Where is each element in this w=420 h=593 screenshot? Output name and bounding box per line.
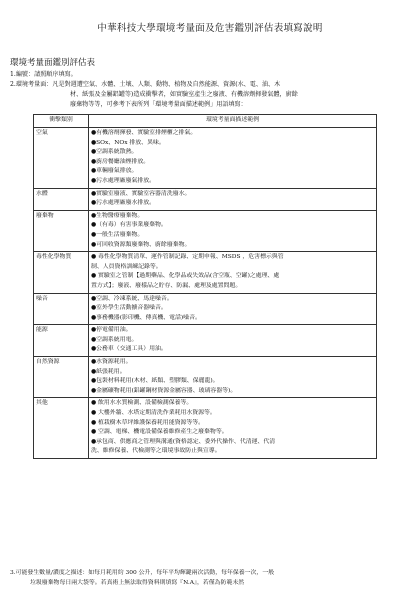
example-item: ●水資源耗用。	[91, 359, 132, 366]
example-item: ● 植栽樹木草坪維護保養耗用能資源等等。	[91, 419, 205, 426]
example-item: ●事務機器(影印機、傳真機、電話)噪音。	[91, 314, 201, 321]
note-3-line-2: 垃圾廢棄物每日兩大袋等。若真術上無法取得資料則填寫『N.A』，若僅為防範未然	[30, 580, 245, 586]
example-item: ●金屬礦物耗用(鋁罐鋼材資源金屬容器、玻璃容器等)。	[91, 387, 237, 394]
example-list	[89, 128, 377, 189]
example-list	[89, 188, 377, 210]
note-2-line-1: 2.環境考量面：凡是對週遭空氣、水體、土壤、人類、動物、植物及自然能源、資源(水、電、油、木	[10, 81, 281, 88]
example-list	[89, 357, 377, 398]
section-title: 環境考量面鑑別評估表	[10, 58, 96, 68]
table-row	[34, 252, 377, 293]
example-item: ●承包商、供應商之管理與溝通(資格認定、委外代操作、代清運、代清	[91, 438, 276, 445]
note-2-line-2: 材、紙張及金屬鋁罐等)造成衝擊者，如實驗室產生之廢液、有機溶劑揮發氣體，廚餘	[70, 91, 298, 98]
header-examples: 環境考量面描述範例	[89, 115, 377, 128]
note-3-line-1: 3.可能發生數量/濃度之描述：如每月耗用約 300 公升，每年平均輝鍵兩次活動，每年保養一次，一般	[10, 570, 275, 576]
note-2-line-3: 廢棄物等等，可參考下表所列「環境考量面描述範例」用語填寫：	[70, 101, 247, 108]
table-row	[34, 210, 377, 251]
impact-category: 能源	[34, 325, 89, 357]
example-list	[89, 210, 377, 251]
example-item: ●公務車（交通工具）用油。	[91, 346, 167, 353]
table-header-row	[34, 115, 377, 128]
example-item: ● 大樓外牆、水塔定期清洗作業耗用水資源等。	[91, 410, 216, 417]
impact-category: 自然資源	[34, 357, 89, 398]
table-row	[34, 357, 377, 398]
example-item: ●車輛廢氣排放。	[91, 168, 138, 175]
example-item: ●空調、冷凍系統、馬達噪音。	[91, 295, 173, 302]
example-item: 置方式】；廢液、廢樣品之貯存、防漏、處理及處置問題。	[91, 282, 242, 289]
example-item: ●室外學生活動擴音器噪音。	[91, 305, 167, 312]
example-item: ● 飲用水水質檢測、設備檢測保養等。	[91, 400, 193, 407]
table-row	[34, 325, 377, 357]
impact-category: 廢棄物	[34, 210, 89, 251]
example-item: ●空調系統散熱。	[91, 149, 138, 156]
example-list	[89, 293, 377, 325]
example-item: ●有機溶劑揮發、實驗室排煙櫃之排氣。	[91, 130, 197, 136]
example-item: ●停電備用油。	[91, 327, 132, 334]
header-category: 衝擊類別	[34, 115, 89, 128]
example-list	[89, 398, 377, 459]
note-3	[10, 568, 412, 588]
example-item: ● 空調、電梯、機電設備保養維修產生之廢棄物等。	[91, 429, 228, 436]
impact-category: 噪音	[34, 293, 89, 325]
example-item: ●紙張耗用。	[91, 368, 126, 375]
impact-category: 空氣	[34, 128, 89, 189]
example-item: ●污水處理廠廢水排放。	[91, 200, 156, 207]
table-row	[34, 128, 377, 189]
note-1: 1.編號：請照順序填寫。	[10, 71, 77, 78]
example-item: ●一般生活廢棄物。	[91, 231, 144, 238]
example-item: ●廚房餐廳油煙排放。	[91, 158, 150, 165]
document-title: 中華科技大學環境考量面及危害鑑別評估表填寫說明	[97, 23, 323, 34]
example-list	[89, 252, 377, 293]
table-row	[34, 398, 377, 459]
table-row	[34, 188, 377, 210]
evaluation-table	[33, 114, 377, 459]
impact-category: 其他	[34, 398, 89, 459]
example-item: ●（有毒）有害事業廢棄物。	[91, 222, 167, 229]
example-item: ●包裝材料耗用(木材、紙類、塑膠類、保麗龍)。	[91, 378, 219, 385]
table-row	[34, 293, 377, 325]
example-item: ●空調系統用電。	[91, 336, 138, 343]
example-item: 洗、維修保養、代檢測等之環境事故防止與宣導。	[91, 448, 221, 455]
example-item: ●SOx、NOx 排放、異味。	[91, 139, 165, 146]
example-item: 制、人員資格訓練記錄等。	[91, 263, 162, 270]
example-item: ●實驗室廢液、實驗室容器清洗廢水。	[91, 190, 191, 197]
example-item: ● 實驗室之管制【過期藥品、化學品或失效品(含空瓶、空罐)之處理、處	[91, 273, 280, 280]
example-item: ●污水處理廠廢氣排放。	[91, 177, 156, 184]
impact-category: 水體	[34, 188, 89, 210]
example-item: ●可回收資源類廢棄物、廚餘廢棄物。	[91, 241, 191, 248]
example-item: ●生物醫療廢棄物。	[91, 212, 144, 219]
example-item: ● 毒性化學物質清單、運作管制記錄、定期申報、MSDS ，危害標示與管	[91, 254, 284, 261]
note-2	[10, 80, 298, 110]
example-list	[89, 325, 377, 357]
impact-category: 毒性化學物質	[34, 252, 89, 293]
